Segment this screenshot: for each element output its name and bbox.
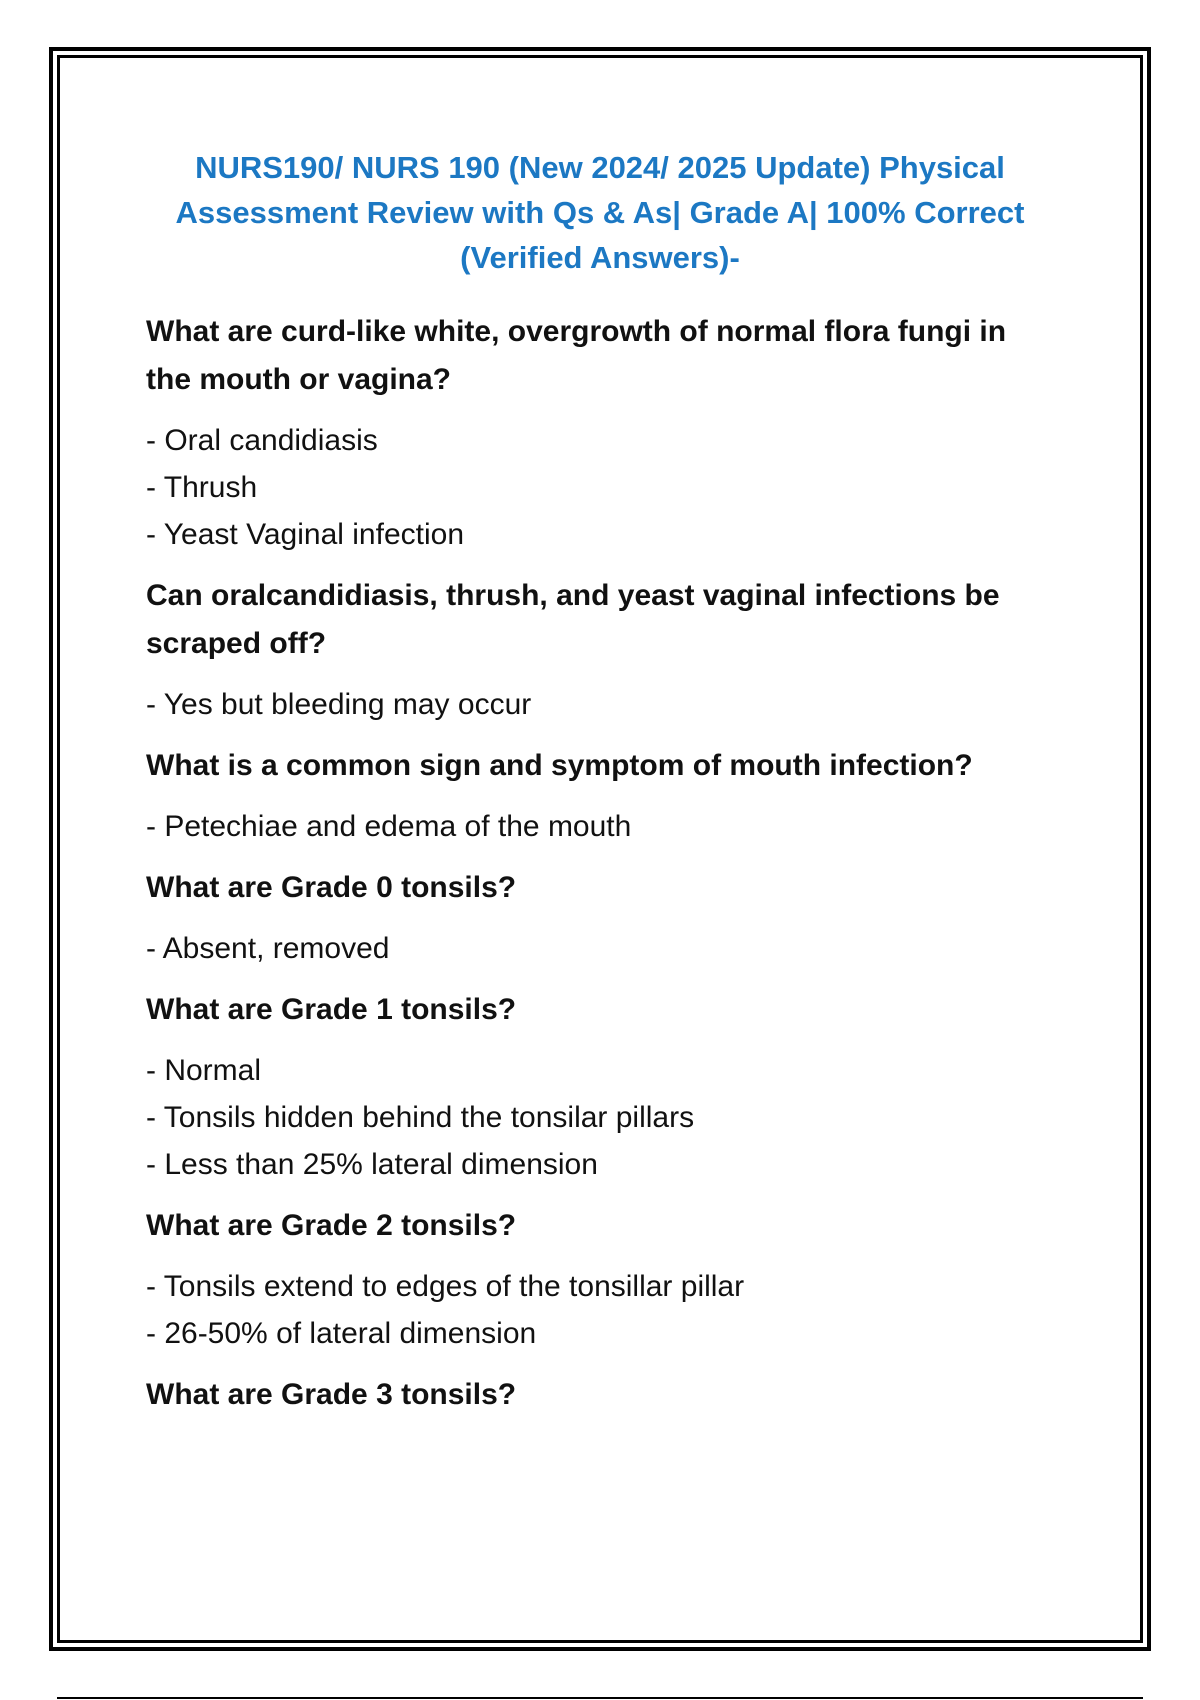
answer-list	[146, 925, 1054, 972]
question: What are Grade 0 tonsils?	[146, 871, 517, 904]
answer: - Thrush	[146, 471, 258, 504]
qa-item	[146, 742, 1054, 850]
answer-list	[146, 681, 1054, 728]
qa-item	[146, 1202, 1054, 1357]
document-title: NURS190/ NURS 190 (New 2024/ 2025 Update) Physical Assessment Review with Qs & As| Grade A| 100% Correct (Verified Answers)-	[175, 150, 1025, 275]
question: Can oralcandidiasis, thrush, and yeast vaginal infections be scraped off?	[146, 579, 1000, 660]
question: What are Grade 2 tonsils?	[146, 1209, 517, 1242]
answer: - Absent, removed	[146, 932, 390, 965]
footer-divider	[57, 1697, 1143, 1699]
question: What are curd-like white, overgrowth of normal flora fungi in the mouth or vagina?	[146, 315, 1007, 396]
answer: - Tonsils hidden behind the tonsilar pillars	[146, 1101, 695, 1134]
answer: - Less than 25% lateral dimension	[146, 1148, 598, 1181]
qa-item	[146, 864, 1054, 972]
qa-item	[146, 1371, 1054, 1419]
answer-list	[146, 1263, 1054, 1357]
qa-item	[146, 308, 1054, 558]
answer-list	[146, 1047, 1054, 1188]
document-content	[146, 145, 1054, 1432]
question: What are Grade 3 tonsils?	[146, 1378, 517, 1411]
answer-list	[146, 417, 1054, 558]
answer: - Normal	[146, 1054, 262, 1087]
qa-item	[146, 986, 1054, 1188]
answer-list	[146, 803, 1054, 850]
answer: - 26-50% of lateral dimension	[146, 1317, 537, 1350]
answer: - Yeast Vaginal infection	[146, 518, 465, 551]
question: What are Grade 1 tonsils?	[146, 993, 517, 1026]
question: What is a common sign and symptom of mouth infection?	[146, 749, 973, 782]
answer: - Petechiae and edema of the mouth	[146, 810, 632, 843]
qa-item	[146, 572, 1054, 728]
answer: - Tonsils extend to edges of the tonsillar pillar	[146, 1270, 745, 1303]
answer: - Yes but bleeding may occur	[146, 688, 532, 721]
answer: - Oral candidiasis	[146, 424, 378, 457]
